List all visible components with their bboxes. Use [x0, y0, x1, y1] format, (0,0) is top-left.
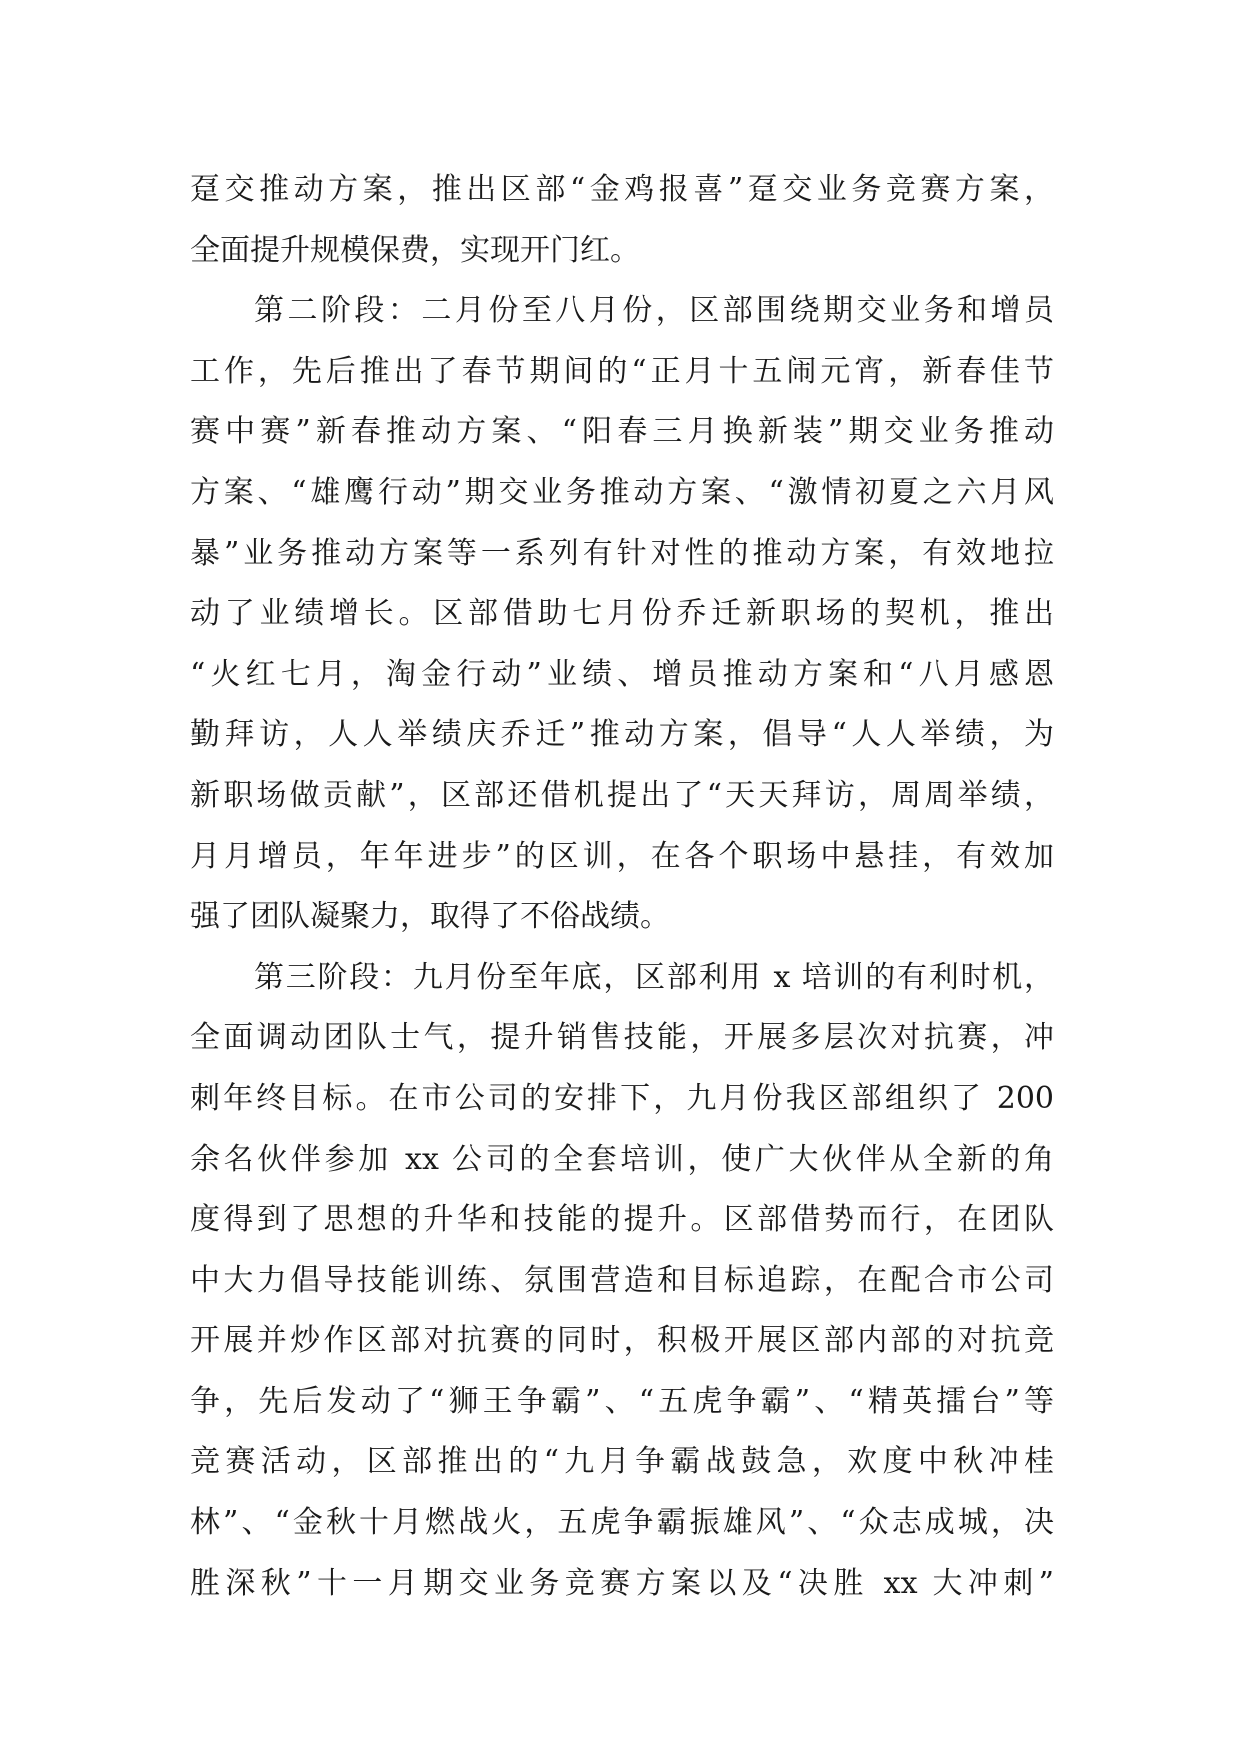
text-line: 争，先后发动了“狮王争霸”、“五虎争霸”、“精英擂台”等: [190, 1383, 1054, 1419]
text-line: 暴”业务推动方案等一系列有针对性的推动方案，有效地拉: [190, 535, 1054, 571]
text-line: 赛中赛”新春推动方案、“阳春三月换新装”期交业务推动: [190, 414, 1054, 450]
text-line: 中大力倡导技能训练、氛围营造和目标追踪，在配合市公司: [190, 1262, 1054, 1298]
text-line: 开展并炒作区部对抗赛的同时，积极开展区部内部的对抗竞: [190, 1323, 1054, 1359]
text-line: 强了团队凝聚力，取得了不俗战绩。: [190, 899, 670, 935]
text-line: 月月增员，年年进步”的区训，在各个职场中悬挂，有效加: [190, 838, 1054, 874]
paragraph-start-line: 第三阶段：九月份至年底，区部利用 x 培训的有利时机，: [254, 959, 1054, 995]
text-line: 工作，先后推出了春节期间的“正月十五闹元宵，新春佳节: [190, 353, 1054, 389]
paragraph-start-line: 第二阶段：二月份至八月份，区部围绕期交业务和增员: [254, 293, 1054, 329]
text-line: 动了业绩增长。区部借助七月份乔迁新职场的契机，推出: [190, 596, 1054, 632]
text-line: 刺年终目标。在市公司的安排下，九月份我区部组织了 200: [190, 1080, 1054, 1116]
text-line: 竞赛活动，区部推出的“九月争霸战鼓急，欢度中秋冲桂: [190, 1444, 1054, 1480]
text-line: 胜深秋”十一月期交业务竞赛方案以及“决胜 xx 大冲刺”: [190, 1565, 1054, 1601]
text-line: “火红七月，淘金行动”业绩、增员推动方案和“八月感恩: [190, 656, 1054, 692]
text-line: 度得到了思想的升华和技能的提升。区部借势而行，在团队: [190, 1202, 1054, 1238]
text-line: 新职场做贡献”，区部还借机提出了“天天拜访，周周举绩，: [190, 777, 1054, 813]
text-line: 方案、“雄鹰行动”期交业务推动方案、“激情初夏之六月风: [190, 474, 1054, 510]
text-line: 全面调动团队士气，提升销售技能，开展多层次对抗赛，冲: [190, 1020, 1054, 1056]
body-text: [190, 160, 1054, 1614]
text-line: 全面提升规模保费，实现开门红。: [190, 232, 640, 268]
text-line: 林”、“金秋十月燃战火，五虎争霸振雄风”、“众志成城，决: [190, 1505, 1054, 1541]
text-line: 勤拜访，人人举绩庆乔迁”推动方案，倡导“人人举绩，为: [190, 717, 1054, 753]
text-line: 余名伙伴参加 xx 公司的全套培训，使广大伙伴从全新的角: [190, 1141, 1054, 1177]
text-line: 趸交推动方案，推出区部“金鸡报喜”趸交业务竞赛方案，: [190, 172, 1054, 207]
